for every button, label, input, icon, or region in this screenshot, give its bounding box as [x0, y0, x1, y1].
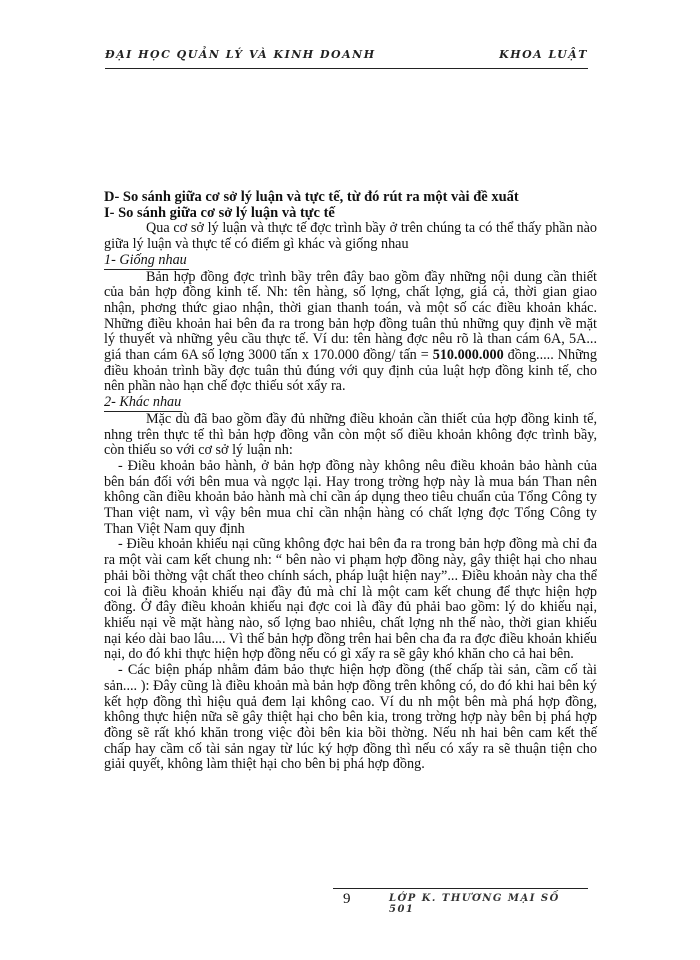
- similarities-paragraph: [104, 270, 597, 396]
- intro-paragraph: Qua cơ sở lý luận và thực tế đợc trình bầy ở trên chúng ta có thể thấy phần nào giữa lý luận và thực tế có điểm gì khác và giống nhau: [104, 220, 597, 253]
- page-footer: [333, 888, 588, 913]
- bullet-warranty: - Điều khoản bảo hành, ở bản hợp đồng này không nêu điều khoản bảo hành của bên bán đối với bên mua và ngợc lại. Hay trong trờng hợp này là mua bán Than nên không cần điều khoản bảo hành mà chỉ cần áp dụng theo tiêu chuẩn của Tổng Công ty Than việt nam, vì vậy bên mua chỉ cần nhận hàng có chất lợng đợc Tổng Công ty Than Việt Nam quy định: [104, 457, 597, 537]
- subheading-differences-text: 2- Khác nhau: [104, 394, 182, 411]
- subheading-similarities-text: 1- Giống nhau: [104, 251, 187, 268]
- header-university: ĐẠI HỌC QUẢN LÝ VÀ KINH DOANH: [105, 48, 376, 61]
- footer-class-note: LỚP K. THƯƠNG MẠI SỐ 501: [389, 893, 560, 915]
- section-heading-d: D- So sánh giữa cơ sở lý luận và tực tế, từ đó rút ra một vài đề xuất: [104, 189, 519, 205]
- similarities-tail: đồng..... Những điều khoản trình bầy đợc tuân thủ đúng với quy định của luật hợp đồng kinh tế, cho nên phần nào hạn chế đợc thiếu sót xẩy ra.: [104, 347, 597, 395]
- subheading-similarities: [104, 253, 597, 270]
- header-faculty: KHOA LUẬT: [499, 48, 588, 61]
- page-number: 9: [343, 891, 351, 907]
- differences-intro: Mặc dù đã bao gồm đầy đủ những điều khoản cần thiết của hợp đồng kinh tế, nhng trên thực tế thì bản hợp đồng vẫn còn một số điều khoản không đợc trình bầy, còn thiếu so với cơ sở lý luận nh:: [104, 410, 597, 459]
- bullet-guarantee: - Các biện pháp nhằm đảm bảo thực hiện hợp đồng (thế chấp tài sản, cầm cố tài sản.... ): Đây cũng là điều khoản mà bản hợp đồng trên không có, do đó khi hai bên ký kết hợp đồng thì hiệu quả đem lại không cao. Ví du nh một bên mà phá hợp đồng, không thực hiện nữa sẽ gây thiệt hại cho bên kia, trong trờng hợp này bên bị phá hợp đồng sẽ rất khó khăn trong việc đòi bên kia bồi thờng. Nếu nh hai bên cam kết thế chấp hay cầm cố tài sản ngay từ lúc ký hợp đồng thì nếu có xẩy ra sẽ thuận tiện cho giải quyết, không làm thiệt hại cho bên bị phá hợp đồng.: [104, 662, 597, 773]
- subheading-differences: [104, 395, 597, 412]
- page-header: [105, 46, 588, 69]
- similarities-text: Bản hợp đồng đợc trình bầy trên đây bao gồm đầy những nội dung cần thiết của bản hợp đồng kinh tế. Nh: tên hàng, số lợng, chất lợng, giá cả, thời gian giao nhận, phơng thức giao nhận, thời gian thanh toán, và một số các điều khoản khác. Những điều khoản hai bên đa ra trong bản hợp đồng tuân thủ những quy định về mặt lý thuyết và những yêu cầu thực tế. Ví du: tên hàng đợc nêu rõ là than cám 6A, 5A... giá than cám 6A số lợng 3000 tấn x 170.000 đồng/ tấn =: [104, 268, 597, 364]
- similarities-amount: 510.000.000: [432, 347, 504, 364]
- section-heading-i: I- So sánh giữa cơ sở lý luận và tực tế: [104, 204, 335, 221]
- bullet-complaint: - Điều khoản khiếu nại cũng không đợc hai bên đa ra trong bản hợp đồng mà chỉ đa ra một vài cam kết chung nh: “ bên nào vi phạm hợp đồng này, gây thiệt hại cho nhau phải bồi thờng vật chất theo chính sách, pháp luật hiện nay”... Điều khoản này cha thể coi là điều khoản khiếu nại đầy đủ mà chỉ là một cam kết chung để thực hiện hợp đồng. Ở đây điều khoản khiếu nại đợc coi là đầy đủ phải bao gồm: lý do khiếu nại, khiếu nại về mặt hàng nào, số lợng bao nhiêu, chất lợng nh thế nào, thời gian khiếu nại kéo dài bao lâu.... Vì thế bản hợp đồng trên hai bên cha đa ra đợc điều khoản khiếu nại, do đó khi thực hiện hợp đồng nếu có gì xẩy ra sẽ gây khó khăn cho cả hai bên.: [104, 536, 597, 663]
- document-body: [104, 190, 597, 773]
